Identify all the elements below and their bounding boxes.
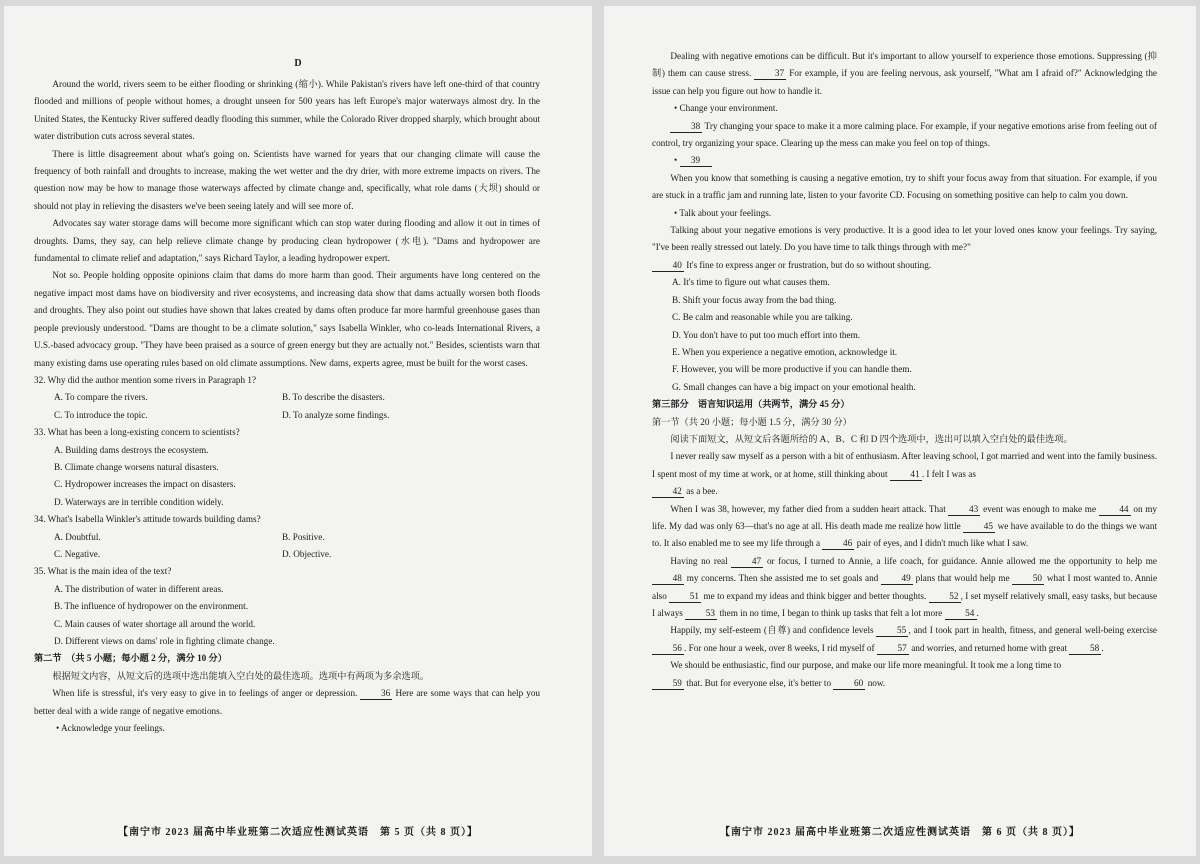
question-33: 33. What has been a long-existing concern to scientists? [34, 427, 240, 438]
blank-46[interactable]: 46 [822, 537, 854, 550]
options-32 [34, 389, 540, 424]
option-35-b[interactable]: B. The influence of hydropower on the environment. [54, 601, 248, 612]
question-35: 35. What is the main idea of the text? [34, 566, 172, 577]
blank-59[interactable]: 59 [652, 677, 684, 690]
exam-page-6 [604, 6, 1196, 856]
blank-37[interactable]: 37 [754, 67, 786, 80]
blank-36[interactable]: 36 [360, 687, 392, 700]
passage-paragraph: There is little disagreement about what's going on. Scientists have warned for years that our changing climate will cause the frequency of both rainfall and droughts to increase, making the wet wetter and the dry drier, with more extreme impacts on rivers. The question now may be how to manage those waterways affected by climate change and, specifically, what role dams (大坝) should or should not play in relieving the disasters we've been seeing lately and will see more of. [34, 148, 540, 211]
option-34-a[interactable]: A. Doubtful. [54, 531, 101, 542]
option-32-c[interactable]: C. To introduce the topic. [54, 409, 148, 420]
blank-47[interactable]: 47 [731, 555, 763, 568]
cloze-paragraph: When I was 38, however, my father died from a sudden heart attack. That 43 event was enough to make me 44 on my life. My dad was only 63—that's no age at all. His death made me realize how little 45 we have available to do the things we want to. It also enabled me to see my life through a 46 pair of eyes, and I didn't much like what I saw. [652, 503, 1158, 549]
question-34: 34. What's Isabella Winkler's attitude towards building dams? [34, 514, 261, 525]
cloze-paragraph: Happily, my self-esteem (自尊) and confidence levels 55 , and I took part in health, fitness, and general well-being exercise 56 . For one hour a week, over 8 weeks, I rid myself of 57 and worries, and returned home with great 58 . [652, 622, 1157, 657]
blank-53[interactable]: 53 [685, 607, 717, 620]
right-column [652, 48, 1157, 692]
option-34-c[interactable]: C. Negative. [54, 548, 101, 559]
question-32: 32. Why did the author mention some rivers in Paragraph 1? [34, 374, 257, 385]
blank-48[interactable]: 48 [652, 572, 684, 585]
heading-blank-39: • 39 [652, 152, 1157, 169]
page-footer: 【南宁市 2023 届高中毕业班第二次适应性测试英语 第 5 页（共 8 页）】 [118, 827, 478, 838]
option-32-d[interactable]: D. To analyze some findings. [282, 409, 390, 420]
passage-paragraph: Around the world, rivers seem to be either flooding or shrinking (缩小). While Pakistan's rivers have left one-third of that country flooded and millions of people without homes, a drought unseen for 500 years has left Europe's major waterways almost dry. In the United States, the Kentucky River suffered deadly flooding this summer, while the Colorado River dropped sharply, which brought about water distribution cuts across several states. [34, 79, 540, 142]
passage-paragraph: Dealing with negative emotions can be difficult. But it's important to allow yourself to experience those emotions. Suppressing (抑制) them can cause stress. 37 For example, if you are feeling nervous, ask yourself, "What am I afraid of?" Acknowledging the issue can help you figure out how to handle it. [652, 51, 1158, 96]
option-f[interactable]: F. However, you will be more productive if you can handle them. [672, 364, 912, 375]
options-33 [34, 442, 540, 512]
passage-paragraph: Not so. People holding opposite opinions claim that dams do more harm than good. Their arguments have long centered on the negative impact most dams have on biodiversity and river ecosystems, and increasing data show that dams actually worsen both floods and droughts. They also point out studies have shown that lakes created by dams often produce far more harmful greenhouse gases than people previously understood. "Dams are thought to be a climate solution," says Isabella Winkler, who co-leads International Rivers, a U.S.-based advocacy group. "They have been praised as a source of green energy but they are actually not." Besides, scientists warn that many existing dams use operating rules based on old climate assumptions. New dams, experts agree, must be built for the worst cases. [34, 270, 540, 368]
passage-paragraph: When life is stressful, it's very easy to give in to feelings of anger or depression. 36 Here are some ways that can help you better deal with a wide range of negative emotions. [34, 688, 541, 716]
blank-49[interactable]: 49 [881, 572, 913, 585]
part-3-title: 第三部分 语言知识运用（共两节，满分 45 分） [652, 399, 850, 410]
exam-page-5 [4, 6, 592, 856]
blank-43[interactable]: 43 [948, 503, 980, 516]
option-35-a[interactable]: A. The distribution of water in different areas. [54, 583, 224, 594]
blank-52[interactable]: 52 [929, 590, 961, 603]
option-a[interactable]: A. It's time to figure out what causes them. [672, 277, 830, 288]
passage-title: D [294, 58, 302, 69]
options-36-40 [652, 274, 1157, 396]
blank-54[interactable]: 54 [945, 607, 977, 620]
cloze-paragraph: We should be enthusiastic, find our purpose, and make our life more meaningful. It took me a long time to 59 that. But for everyone else, it's better to 60 now. [652, 657, 1157, 692]
section-1-instructions: 阅读下面短文，从短文后各题所给的 A、B、C 和 D 四个选项中，选出可以填入空白处的最佳选项。 [670, 433, 1073, 444]
blank-38[interactable]: 38 [670, 120, 702, 133]
option-34-d[interactable]: D. Objective. [282, 548, 332, 559]
option-c[interactable]: C. Be calm and reasonable while you are talking. [672, 312, 853, 323]
passage-paragraph: When you know that something is causing a negative emotion, try to shift your focus away from that situation. For example, if you are stuck in a traffic jam and running late, listen to your favorite CD. Focusing on something positive can help to calm you down. [652, 172, 1157, 201]
heading-talk: • Talk about your feelings. [674, 207, 772, 218]
passage-paragraph: 38 Try changing your space to make it a more calming place. For example, if your negative emotions arise from feeling out of control, try organizing your space. Clearing up the mess can make you feel on top of things. [652, 120, 1157, 149]
option-32-a[interactable]: A. To compare the rivers. [54, 392, 148, 403]
blank-42[interactable]: 42 [652, 485, 684, 498]
blank-56[interactable]: 56 [652, 642, 684, 655]
option-d[interactable]: D. You don't have to put too much effort into them. [672, 329, 861, 340]
option-32-b[interactable]: B. To describe the disasters. [282, 392, 385, 403]
cloze-paragraph: I never really saw myself as a person with a bit of enthusiasm. After leaving school, I got married and went into the family business. I spent most of my time at work, or at home, still thinking about 41 . I felt I was as 42 as a bee. [652, 451, 1157, 497]
passage-paragraph: Advocates say water storage dams will become more significant which can stop water during flooding and allow it out in times of droughts. Dams, they say, can help relieve climate change by producing clean hydropower (水电). "Dams and hydropower are fundamental to climate relief and adaptation," says Richard Taylor, a leading hydropower expert. [34, 218, 540, 264]
option-33-a[interactable]: A. Building dams destroys the ecosystem. [54, 444, 209, 455]
option-35-d[interactable]: D. Different views on dams' role in fighting climate change. [54, 636, 275, 646]
blank-44[interactable]: 44 [1099, 503, 1131, 516]
blank-51[interactable]: 51 [669, 590, 701, 603]
blank-39[interactable]: 39 [680, 154, 712, 167]
blank-50[interactable]: 50 [1012, 572, 1044, 585]
option-g[interactable]: G. Small changes can have a big impact on your emotional health. [672, 381, 916, 392]
left-column [34, 76, 540, 737]
cloze-paragraph: Having no real 47 or focus, I turned to Annie, a life coach, for guidance. Annie allowed me the opportunity to help me 48 my concerns. Then she assisted me to set goals and 49 plans that would help me 50 what I most wanted to. Annie also 51 me to expand my ideas and think bigger and better thoughts. 52 , I set myself relatively small, easy tasks, but because I always 53 them in no time, I began to think up tasks that felt a lot more 54 . [652, 555, 1158, 618]
heading-acknowledge: • Acknowledge your feelings. [56, 723, 165, 734]
option-34-b[interactable]: B. Positive. [282, 531, 325, 542]
blank-58[interactable]: 58 [1069, 642, 1101, 655]
heading-environment: • Change your environment. [674, 103, 778, 114]
blank-60[interactable]: 60 [833, 677, 865, 690]
section-2-instructions: 根据短文内容，从短文后的选项中选出能填入空白处的最佳选项。选项中有两项为多余选项。 [52, 670, 430, 681]
blank-55[interactable]: 55 [876, 624, 908, 637]
option-33-c[interactable]: C. Hydropower increases the impact on disasters. [54, 479, 236, 490]
section-2-title: 第二节 （共 5 小题；每小题 2 分，满分 10 分） [34, 653, 227, 664]
option-33-b[interactable]: B. Climate change worsens natural disasters. [54, 461, 219, 472]
blank-40[interactable]: 40 [652, 259, 684, 272]
options-34 [34, 529, 540, 564]
page-footer: 【南宁市 2023 届高中毕业班第二次适应性测试英语 第 6 页（共 8 页）】 [720, 827, 1080, 838]
blank-41[interactable]: 41 [890, 468, 922, 481]
option-33-d[interactable]: D. Waterways are in terrible condition widely. [54, 496, 224, 507]
option-35-c[interactable]: C. Main causes of water shortage all around the world. [54, 618, 256, 629]
blank-57[interactable]: 57 [877, 642, 909, 655]
options-35 [34, 581, 540, 651]
option-e[interactable]: E. When you experience a negative emotion, acknowledge it. [672, 346, 898, 357]
passage-paragraph: Talking about your negative emotions is very productive. It is a good idea to let your loved ones know your feelings. Try saying, "I've been really stressed out lately. Do you have time to talk things through with me?" 40 It's fine to express anger or frustration, but do so without shouting. [652, 225, 1157, 270]
blank-45[interactable]: 45 [963, 520, 995, 533]
option-b[interactable]: B. Shift your focus away from the bad thing. [672, 294, 837, 305]
section-1-title: 第一节（共 20 小题；每小题 1.5 分，满分 30 分） [652, 416, 852, 427]
